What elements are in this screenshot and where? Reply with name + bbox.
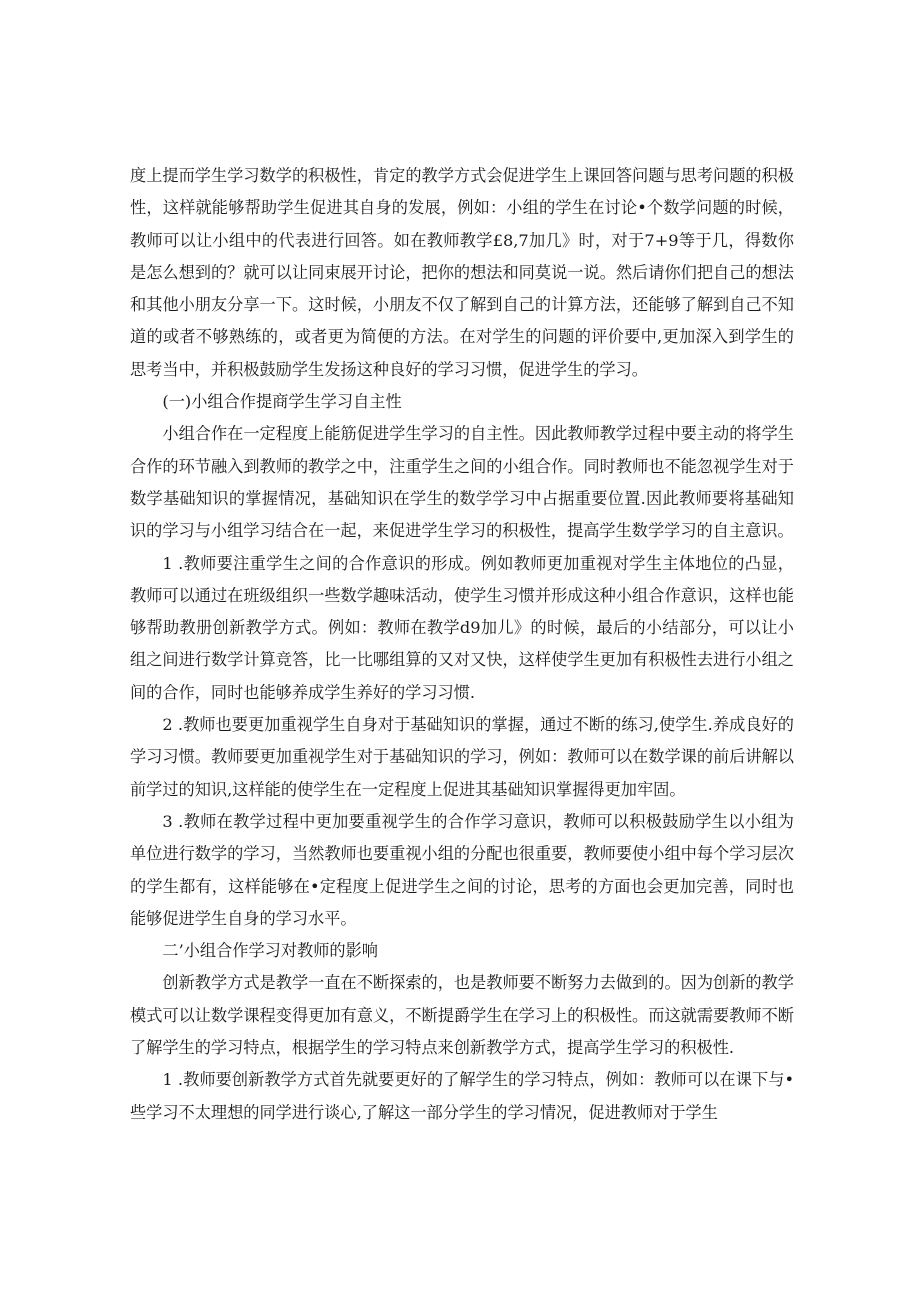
document-page <box>130 160 794 1129</box>
paragraph: 小组合作在一定程度上能筋促进学生学习的自主性。因此教师教学过程中要主动的将学生合作的环节融入到教师的教学之中，注重学生之间的小组合作。同时教师也不能忽视学生对于数学基础知识的掌握情况，基础知识在学生的数学学习中占据重要位置.因此教师要将基础知识的学习与小组学习结合在一起，来促进学生学习的积极性，提高学生数学学习的自主意识。 <box>130 424 794 541</box>
list-item-1: 1 .教师要注重学生之间的合作意识的形成。例如教师更加重视对学生主体地位的凸显，教师可以通过在班级组织一些数学趣味活动，使学生习惯并形成这种小组合作意识，这样也能够帮助教册创新教学方式。例如：教师在教学d9加儿》的时候，最后的小结部分，可以让小组之间进行数学计算竞答，比一比哪组算的又对又快，这样使学生更加有积极性去进行小组之间的合作，同时也能够养成学生养好的学习习惯. <box>130 553 794 702</box>
list-item-1b: 1 .教师要创新教学方式首先就要更好的了解学生的学习特点，例如：教师可以在课下与•些学习不太理想的同学进行谈心,了解这一部分学生的学习情况，促进教师对于学生 <box>130 1070 794 1122</box>
list-item-2: 2 .教师也要更加重视学生自身对于基础知识的掌握，通过不断的练习,使学生.养成良好的学习习惯。教师要更加重视学生对于基础知识的学习，例如：教师可以在数学课的前后讲解以前学过的知识,这样能的使学生在一定程度上促进其基础知识掌握得更加牢固。 <box>130 715 794 799</box>
paragraph: 创新教学方式是教学一直在不断探索的，也是教师要不断努力去做到的。因为创新的教学模式可以让数学课程变得更加有意义，不断提爵学生在学习上的积极性。而这就需要教师不断了解学生的学习特点，根据学生的学习特点来创新教学方式，提高学生学习的积极性. <box>130 973 794 1058</box>
section-heading-2: 二’小组合作学习对教师的影响 <box>162 941 378 961</box>
list-item-3: 3 .教师在教学过程中更加要重视学生的合作学习意识，教师可以积极鼓励学生以小组为单位进行数学的学习，当然教师也要重视小组的分配也很重要，教师要使小组中每个学习层次的学生都有，这样能够在•定程度上促进学生之间的讨论，思考的方面也会更加完善，同时也能够促进学生自身的学习水平。 <box>130 811 794 928</box>
section-heading-1: (一)小组合作提商学生学习自主性 <box>162 392 402 412</box>
paragraph-continued: 度上提而学生学习数学的积极性，肯定的教学方式会促进学生上课回答问题与思考问题的积极性，这样就能够帮助学生促进其自身的发展，例如：小组的学生在讨论•个数学问题的时候，教师可以让小组中的代表进行回答。如在教师教学£8,7加几》时，对于7+9等于几，得数你是怎么想到的？就可以让同束展开讨论，把你的想法和同莫说一说。然后请你们把自己的想法和其他小朋友分享一下。这时候，小朋友不仅了解到自己的计算方法，还能够了解到自己不知道的或者不够熟练的，或者更为简便的方法。在对学生的问题的评价要中,更加深入到学生的思考当中，并积极鼓励学生发扬这种良好的学习习惯，促进学生的学习。 <box>130 166 794 379</box>
